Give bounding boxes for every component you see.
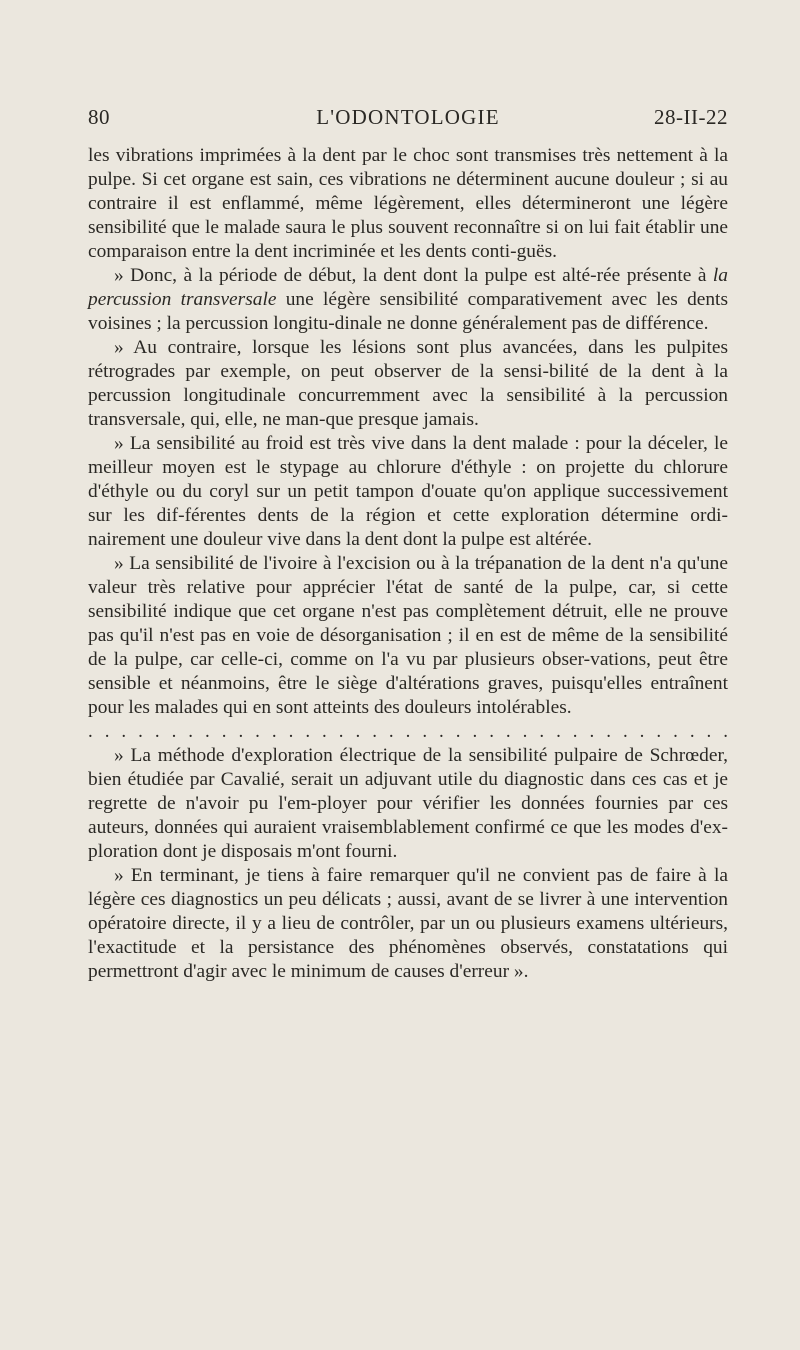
running-header: [88, 105, 728, 133]
issue-date: 28-II-22: [654, 105, 728, 129]
paragraph-7: » En terminant, je tiens à faire remarquer qu'il ne convient pas de faire à la légère ces diagnostics un peu délicats ; aussi, avant de se livrer à une intervention opératoire directe, il y a lieu de contrôler, par un ou plusieurs examens ultérieurs, l'exactitude et la persistance des phénomènes observés, constatations qui permettront d'agir avec le minimum de causes d'erreur ».: [88, 865, 728, 982]
journal-title: L'ODONTOLOGIE: [316, 105, 500, 129]
paragraph-2-before: » Donc, à la période de début, la dent dont la pulpe est alté-rée présente à: [114, 265, 713, 286]
omission-dots: . . . . . . . . . . . . . . . . . . . . . . . . . . . . . . . . . . . . . . .: [88, 721, 728, 742]
paragraph-2-italic: la percussion transversale: [88, 265, 728, 310]
paragraph-2: [88, 264, 728, 336]
paragraph-2-after: une légère sensibilité comparativement avec les dents voisines ; la percussion longitu-dinale ne donne généralement pas de différence.: [88, 289, 728, 334]
paragraph-3: » Au contraire, lorsque les lésions sont plus avancées, dans les pulpites rétrogrades par exemple, on peut observer de la sensi-bilité de la dent à la percussion longitudinale concurremment avec la sensibilité à la percussion transversale, qui, elle, ne man-que presque jamais.: [88, 337, 728, 430]
paragraph-5: » La sensibilité de l'ivoire à l'excision ou à la trépanation de la dent n'a qu'une valeur très relative pour apprécier l'état de santé de la pulpe, car, si cette sensibilité indique que cet organe n'est pas complètement détruit, elle ne prouve pas qu'il n'est pas en voie de désorganisation ; il en est de même de la sensibilité de la pulpe, car celle-ci, comme on l'a vu par plusieurs obser-vations, peut être sensible et néanmoins, être le siège d'altérations graves, puisqu'elles entraînent pour les malades qui en sont atteints des douleurs intolérables.: [88, 553, 728, 718]
paragraph-1: les vibrations imprimées à la dent par le choc sont transmises très nettement à la pulpe. Si cet organe est sain, ces vibrations ne déterminent aucune douleur ; si au contraire il est enflammé, même légèrement, elles détermineront une légère sensibilité que le malade saura le plus souvent reconnaître si on lui fait établir une comparaison entre la dent incriminée et les dents conti-guës.: [88, 145, 728, 262]
paragraph-6: » La méthode d'exploration électrique de la sensibilité pulpaire de Schrœder, bien étudiée par Cavalié, serait un adjuvant utile du diagnostic dans ces cas et je regrette de n'avoir pu l'em-ployer pour vérifier les données fournies par ces auteurs, données qui auraient vraisemblablement confirmé ce que les modes d'ex-ploration dont je disposais m'ont fourni.: [88, 745, 728, 862]
article-body: [88, 144, 728, 984]
paragraph-4: » La sensibilité au froid est très vive dans la dent malade : pour la déceler, le meilleur moyen est le stypage au chlorure d'éthyle : on projette du chlorure d'éthyle ou du coryl sur un petit tampon d'ouate qu'on applique successivement sur les dif-férentes dents de la région et cette exploration détermine ordi-nairement une douleur vive dans la dent dont la pulpe est altérée.: [88, 433, 728, 550]
page-number: 80: [88, 105, 110, 129]
